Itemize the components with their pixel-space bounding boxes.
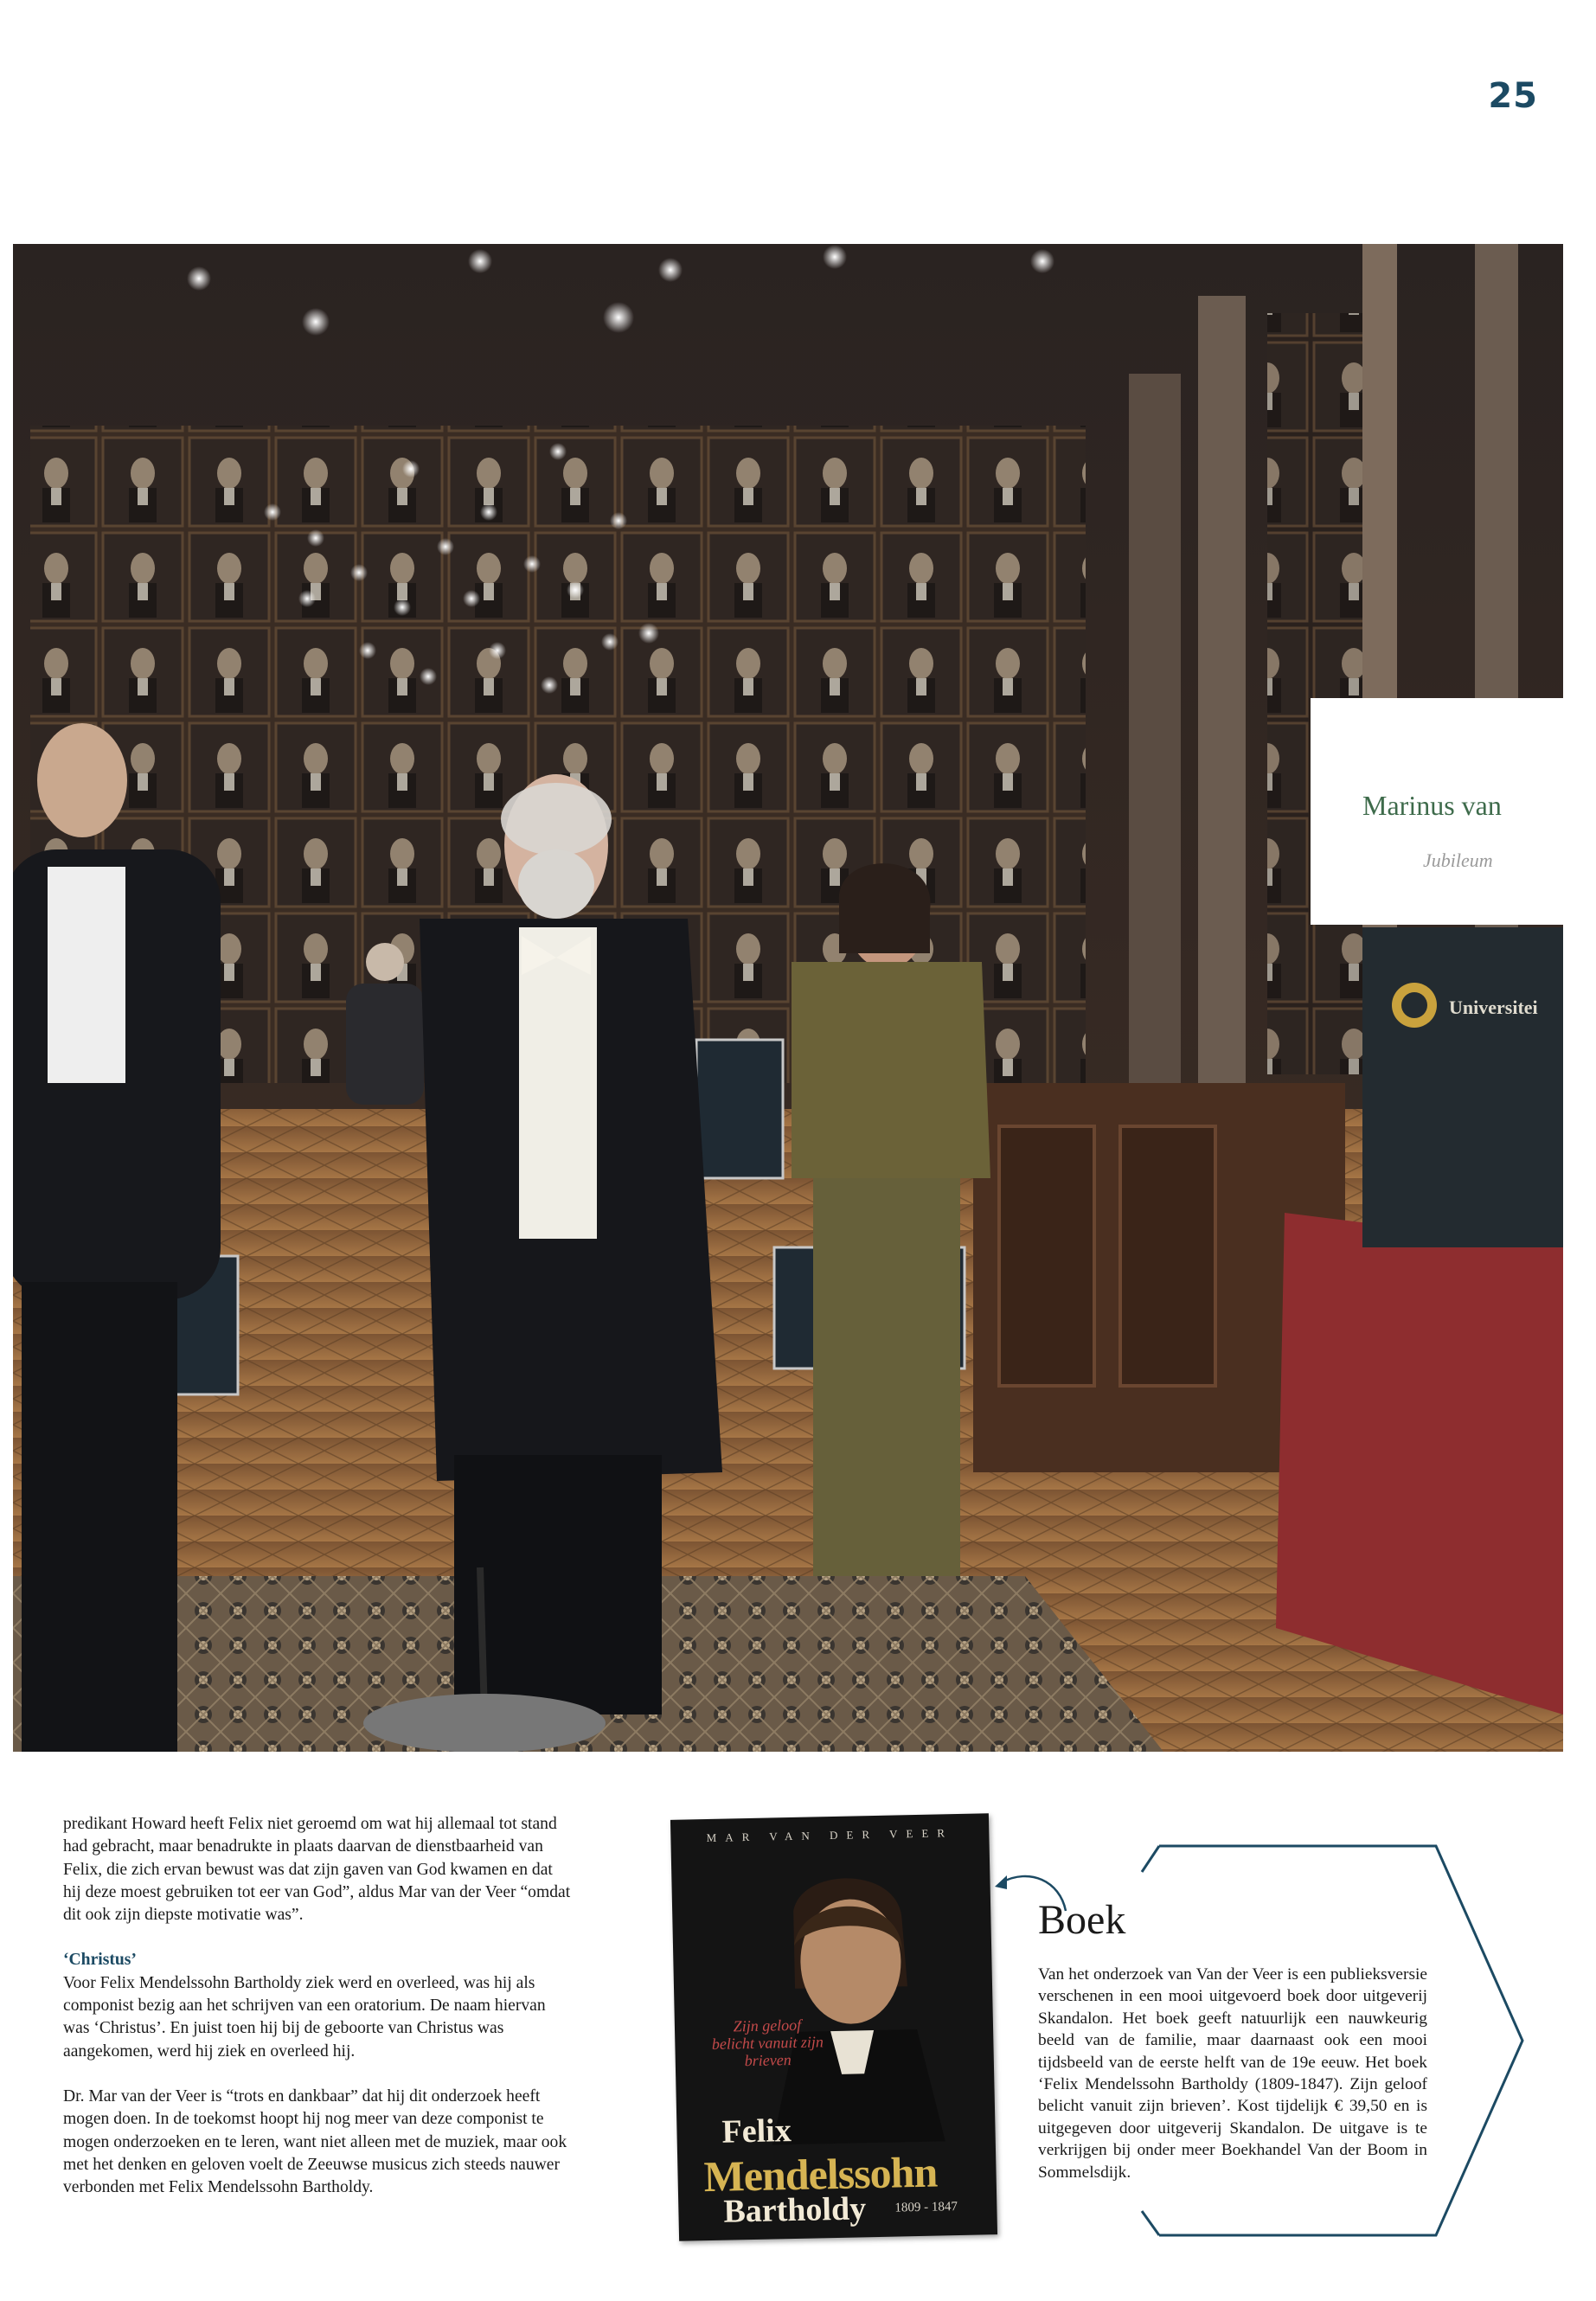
book-tagline: Zijn geloof belicht vanuit zijn brieven <box>711 2016 824 2070</box>
book-title-line2: Mendelssohn <box>702 2147 938 2202</box>
article-section <box>63 1949 574 2062</box>
article-body <box>63 1813 574 2221</box>
book-title-line3: Bartholdy <box>722 2190 867 2230</box>
article-paragraph-3: Dr. Mar van der Veer is “trots en dankbaar” dat hij dit onderzoek heeft mogen doen. In de toekomst hoopt hij nog meer van deze componist te mogen onderzoeken en te leren, want niet alleen met de muziek, maar ook met het denken en geloven voelt de Zeeuwse musicus zich steeds nauwer verbonden met Felix Mendelssohn Bartholdy. <box>63 2086 567 2197</box>
ceremony-photo <box>13 244 1563 1752</box>
composer-portrait <box>706 1856 971 2146</box>
logo-text: Universitei <box>1449 997 1538 1018</box>
page-number: 25 <box>1488 76 1538 116</box>
book-title-line1: Felix <box>721 2112 792 2150</box>
screen-subtitle: Jubileum <box>1423 849 1493 871</box>
sidebar-title: Boek <box>1038 1897 1126 1943</box>
article-paragraph-1: predikant Howard heeft Felix niet geroemd om wat hij allemaal tot stand had gebracht, maar benadrukte in plaats daarvan de dienstbaarheid van Felix, die zich ervan bewust was dat zijn gaven van God kwamen en dat hij deze moest gebruiken tot eer van God”, aldus Mar van der Veer “omdat dit ook zijn diepste motivatie was”. <box>63 1815 571 1925</box>
article-paragraph-2: Voor Felix Mendelssohn Bartholdy ziek werd en overleed, was hij als componist bezig aan het schrijven van een oratorium. De naam hiervan was ‘Christus’. En juist toen hij bij de geboorte van Christus was aangekomen, werd hij ziek en overleed hij. <box>63 1973 546 2061</box>
book-cover <box>670 1813 997 2241</box>
screen-title: Marinus van <box>1362 790 1502 821</box>
book-years: 1809 - 1847 <box>894 2200 958 2215</box>
section-heading: ‘Christus’ <box>63 1951 137 1970</box>
sidebar-text: Van het onderzoek van Van der Veer is een publieksversie verschenen in een mooi uitgevoerd boek door uitgeverij Skandalon. Het boek geeft natuurlijk een nauwkeurig beeld van de familie, maar daarnaast ook een mooi tijdsbeeld van de eerste helft van de 19e eeuw. Het boek ‘Felix Mendelssohn Bartholdy (1809-1847). Zijn geloof belicht vanuit zijn brieven’. Kost tijdelijk € 39,50 en is uitgegeven door uitgeverij Skandalon. De uitgave is te verkrijgen bij onder meer Boekhandel Van der Boom in Sommelsdijk. <box>1038 1965 1427 2182</box>
book-author: MAR VAN DER VEER <box>706 1826 954 1845</box>
